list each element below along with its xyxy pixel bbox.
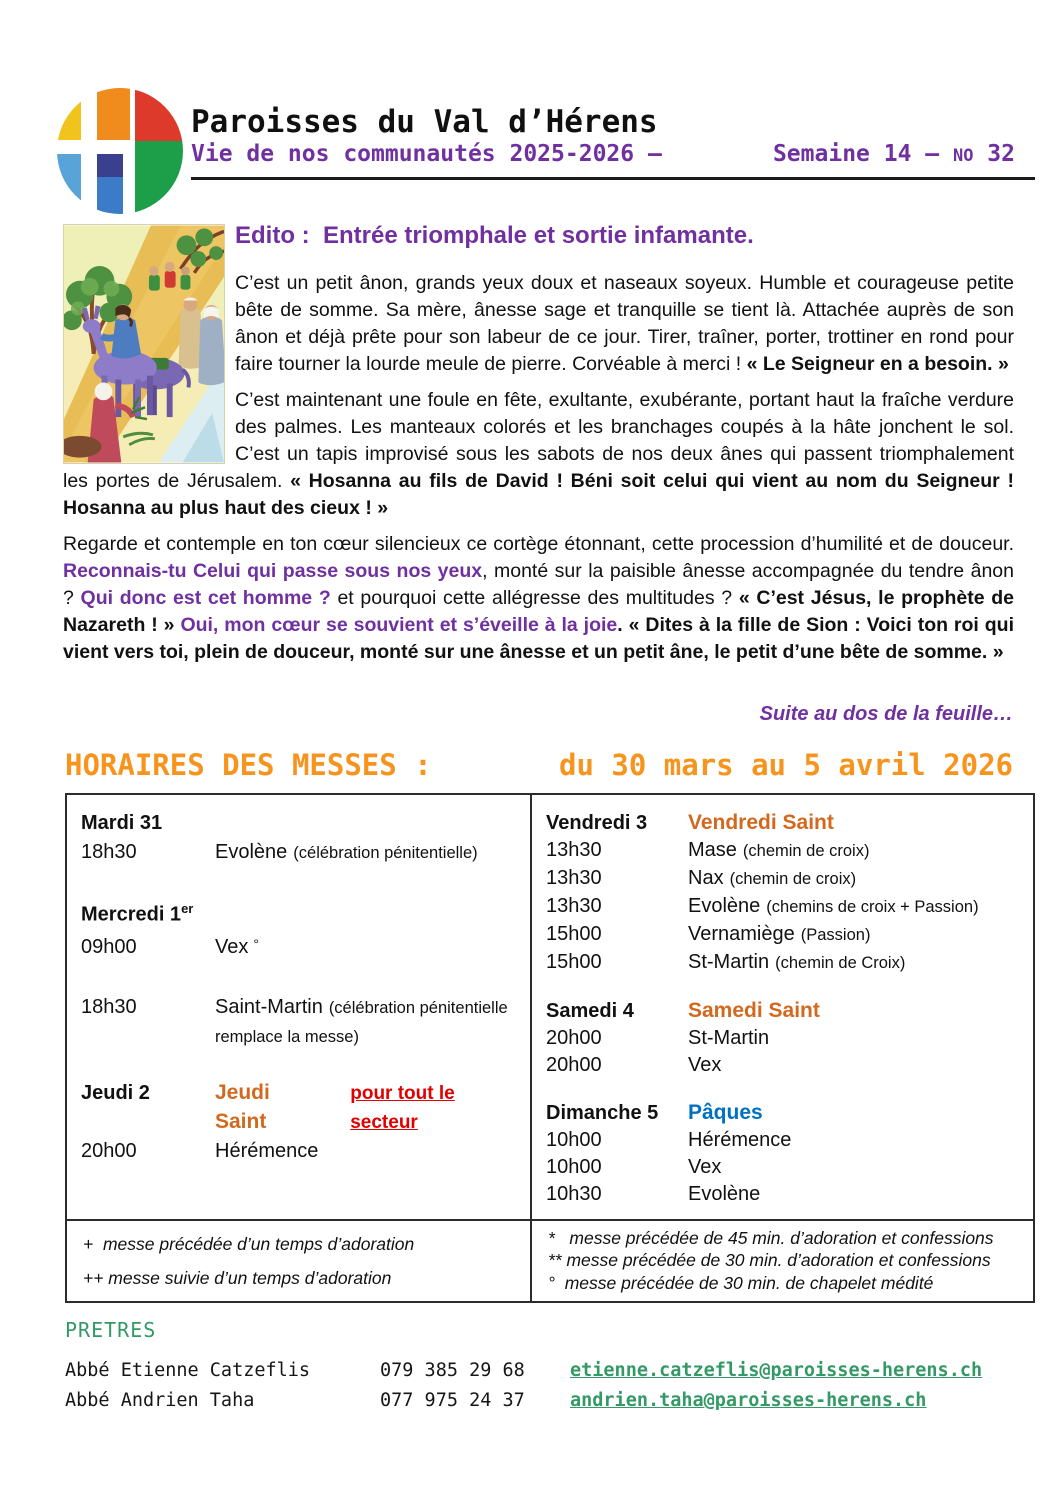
mass-row <box>546 949 1023 977</box>
mass-time: 13h30 <box>546 867 602 889</box>
mass-place: Saint-Martin <box>215 995 323 1018</box>
edito-p3-s3: , monté sur la paisible ânesse accompagnée du tendre ânon ? <box>63 560 1014 609</box>
edito-p2-quote: « Hosanna au fils de David ! Béni soit celui qui vient au nom du Seigneur ! Hosanna au plus haut des cieux ! » <box>63 470 1014 519</box>
day-ordinal-suffix: er <box>181 901 194 916</box>
subtitle-left: Vie de nos communautés 2025-2026 – <box>191 141 662 167</box>
page-title: Paroisses du Val d’Hérens <box>191 104 658 140</box>
day-label: Mercredi 1er <box>81 901 194 926</box>
mass-row <box>546 1127 1023 1154</box>
priests-heading: PRETRES <box>65 1318 157 1342</box>
mass-place: Nax <box>688 867 724 889</box>
page-subtitle <box>191 140 1035 180</box>
mass-time: 09h00 <box>81 935 137 958</box>
mass-place: Vernamiège <box>688 923 795 945</box>
mass-row <box>81 930 520 963</box>
mass-time: 13h30 <box>546 839 602 861</box>
mass-time: 10h00 <box>546 1129 602 1151</box>
mass-note: (chemin de croix) <box>742 842 870 860</box>
mass-row <box>546 865 1023 893</box>
mass-row <box>81 1137 520 1166</box>
edito-p3-s1: Regarde et contemple en ton cœur silencieux ce cortège étonnant, cette procession d’humilité et de douceur. <box>63 533 1014 555</box>
edito-p3-s8: . <box>617 614 629 636</box>
sector-wide-label: pour tout le secteur <box>350 1082 455 1133</box>
mass-row <box>546 1154 1023 1181</box>
mass-place: Mase <box>688 839 737 861</box>
edito-p3-s7: Oui, mon cœur se souvient et s’éveille à la joie <box>180 614 618 636</box>
priest-email-link[interactable]: etienne.catzeflis@paroisses-herens.ch <box>570 1360 983 1381</box>
mass-schedule-heading <box>65 748 1013 782</box>
footnote-item: ** messe précédée de 30 min. d’adoration et confessions <box>548 1250 991 1271</box>
footnote-item: + messe précédée d’un temps d’adoration <box>83 1233 415 1254</box>
edito-p1-quote: « Le Seigneur en a besoin. » <box>746 353 1009 375</box>
holy-day-label: Samedi Saint <box>688 999 820 1022</box>
easter-label: Pâques <box>688 1101 763 1124</box>
mass-place: Evolène <box>215 841 288 863</box>
mass-schedule-title: HORAIRES DES MESSES : <box>65 748 432 782</box>
mass-time: 15h00 <box>546 951 602 973</box>
edito-p3-s4: Qui donc est cet homme ? <box>80 587 331 609</box>
mass-place: Vex <box>215 935 249 958</box>
edito-p3-s6: « C’est Jésus, le prophète de Nazareth ! » <box>63 587 1014 636</box>
priest-row <box>65 1356 1035 1386</box>
mass-time: 20h00 <box>546 1027 602 1049</box>
priest-name: Abbé Andrien Taha <box>65 1390 255 1411</box>
footnote-item: * messe précédée de 45 min. d’adoration et confessions <box>548 1227 994 1248</box>
continued-on-back-note: Suite au dos de la feuille… <box>759 703 1013 725</box>
mass-time: 10h30 <box>546 1183 602 1205</box>
mass-time: 18h30 <box>81 995 137 1018</box>
priest-name: Abbé Etienne Catzeflis <box>65 1360 311 1381</box>
mass-place: Hérémence <box>688 1129 792 1151</box>
day-header-jeudi <box>81 1078 520 1137</box>
priest-phone: 077 975 24 37 <box>380 1390 525 1411</box>
mass-note: (chemin de Croix) <box>775 954 906 972</box>
mass-place: Evolène <box>688 895 761 917</box>
mass-row <box>546 1052 1023 1079</box>
palm-sunday-illustration <box>63 224 225 464</box>
mass-place: Evolène <box>688 1183 761 1205</box>
mass-row <box>81 993 520 1052</box>
edito-paragraph-3 <box>63 531 1014 666</box>
mass-row <box>546 1025 1023 1052</box>
edito-heading: Edito : Entrée triomphale et sortie infamante. <box>235 222 754 249</box>
mass-schedule-daterange: du 30 mars au 5 avril 2026 <box>559 748 1013 782</box>
mass-note: (Passion) <box>800 926 871 944</box>
mass-place: Vex <box>688 1156 722 1178</box>
mass-note: (chemins de croix + Passion) <box>766 898 979 916</box>
mass-schedule-table <box>65 793 1035 1303</box>
mass-note: (célébration pénitentielle) <box>293 844 478 862</box>
mass-row <box>546 921 1023 949</box>
mass-time: 10h00 <box>546 1156 602 1178</box>
header-titles <box>183 104 1035 214</box>
day-label: Vendredi 3 <box>546 812 648 834</box>
mass-place: St-Martin <box>688 951 770 973</box>
holy-day-label: Jeudi Saint <box>215 1080 270 1133</box>
edito-p3-s9: « Dites à la fille de Sion : Voici ton roi qui vient vers toi, plein de douceur, monté sur une ânesse et un petit âne, le petit d’une bête de somme. » <box>63 614 1015 663</box>
page-header <box>57 88 1035 214</box>
mass-row <box>81 838 520 868</box>
mass-time: 20h00 <box>81 1139 137 1162</box>
priest-row <box>65 1386 1035 1416</box>
schedule-right-column <box>532 795 1033 1219</box>
mass-time: 18h30 <box>81 841 137 863</box>
mass-note: (célébration pénitentielle remplace la messe) <box>215 998 508 1046</box>
schedule-left-column <box>67 795 532 1219</box>
mass-place: Hérémence <box>215 1139 319 1162</box>
mass-place: Vex <box>688 1054 722 1076</box>
parish-logo-icon <box>57 88 183 214</box>
edito-section <box>63 222 1014 675</box>
day-header-mercredi <box>81 894 520 930</box>
day-label: Jeudi 2 <box>81 1081 150 1104</box>
footnote-marker: ° <box>253 935 259 952</box>
day-header-mardi <box>81 809 520 838</box>
edito-p3-s2: Reconnais-tu Celui qui passe sous nos yeux <box>63 560 483 582</box>
mass-row <box>546 893 1023 921</box>
edito-p2-text: C’est maintenant une foule en fête, exultante, exubérante, portant haut la fraîche verdure des palmes. Les manteaux colorés et les branchages coupés à la hâte jonchent le sol. C’est un tapis improvisé sous les sabots de nos deux ânes qui passent triomphalement les portes de Jérusalem. <box>63 389 1014 492</box>
footnotes-left <box>67 1219 532 1301</box>
edito-p3-s5: et pourquoi cette allégresse des multitudes ? <box>330 587 739 609</box>
priests-section <box>65 1318 1035 1416</box>
mass-row <box>546 837 1023 865</box>
day-label: Samedi 4 <box>546 1000 634 1022</box>
mass-place: St-Martin <box>688 1027 770 1049</box>
footnotes-right <box>532 1219 1033 1301</box>
mass-time: 20h00 <box>546 1054 602 1076</box>
holy-day-label: Vendredi Saint <box>688 811 834 834</box>
priest-email-link[interactable]: andrien.taha@paroisses-herens.ch <box>570 1390 927 1411</box>
mass-note: (chemin de croix) <box>729 870 857 888</box>
mass-row <box>546 1181 1023 1208</box>
day-header-dimanche <box>546 1099 1023 1127</box>
mass-time: 13h30 <box>546 895 602 917</box>
edito-p1-text: C’est un petit ânon, grands yeux doux et naseaux soyeux. Humble et courageuse petite bête de somme. Sa mère, ânesse sage et tranquille se tient là. Attachée auprès de son ânon et déjà prête pour son labeur de ce jour. Tirer, traîner, porter, trottiner en rond pour faire tourner la lourde meule de pierre. Corvéable à merci ! <box>235 272 1014 375</box>
footnote-item: ° messe précédée de 30 min. de chapelet médité <box>548 1273 934 1294</box>
priest-phone: 079 385 29 68 <box>380 1360 525 1381</box>
footnote-item: ++ messe suivie d’un temps d’adoration <box>83 1267 392 1288</box>
subtitle-week: Semaine 14 – NO 32 <box>772 141 1015 167</box>
day-header-vendredi <box>546 809 1023 837</box>
day-header-samedi <box>546 997 1023 1025</box>
day-label: Mardi 31 <box>81 812 163 834</box>
subtitle-no-label: NO <box>952 146 974 166</box>
mass-time: 15h00 <box>546 923 602 945</box>
day-label: Dimanche 5 <box>546 1102 659 1124</box>
